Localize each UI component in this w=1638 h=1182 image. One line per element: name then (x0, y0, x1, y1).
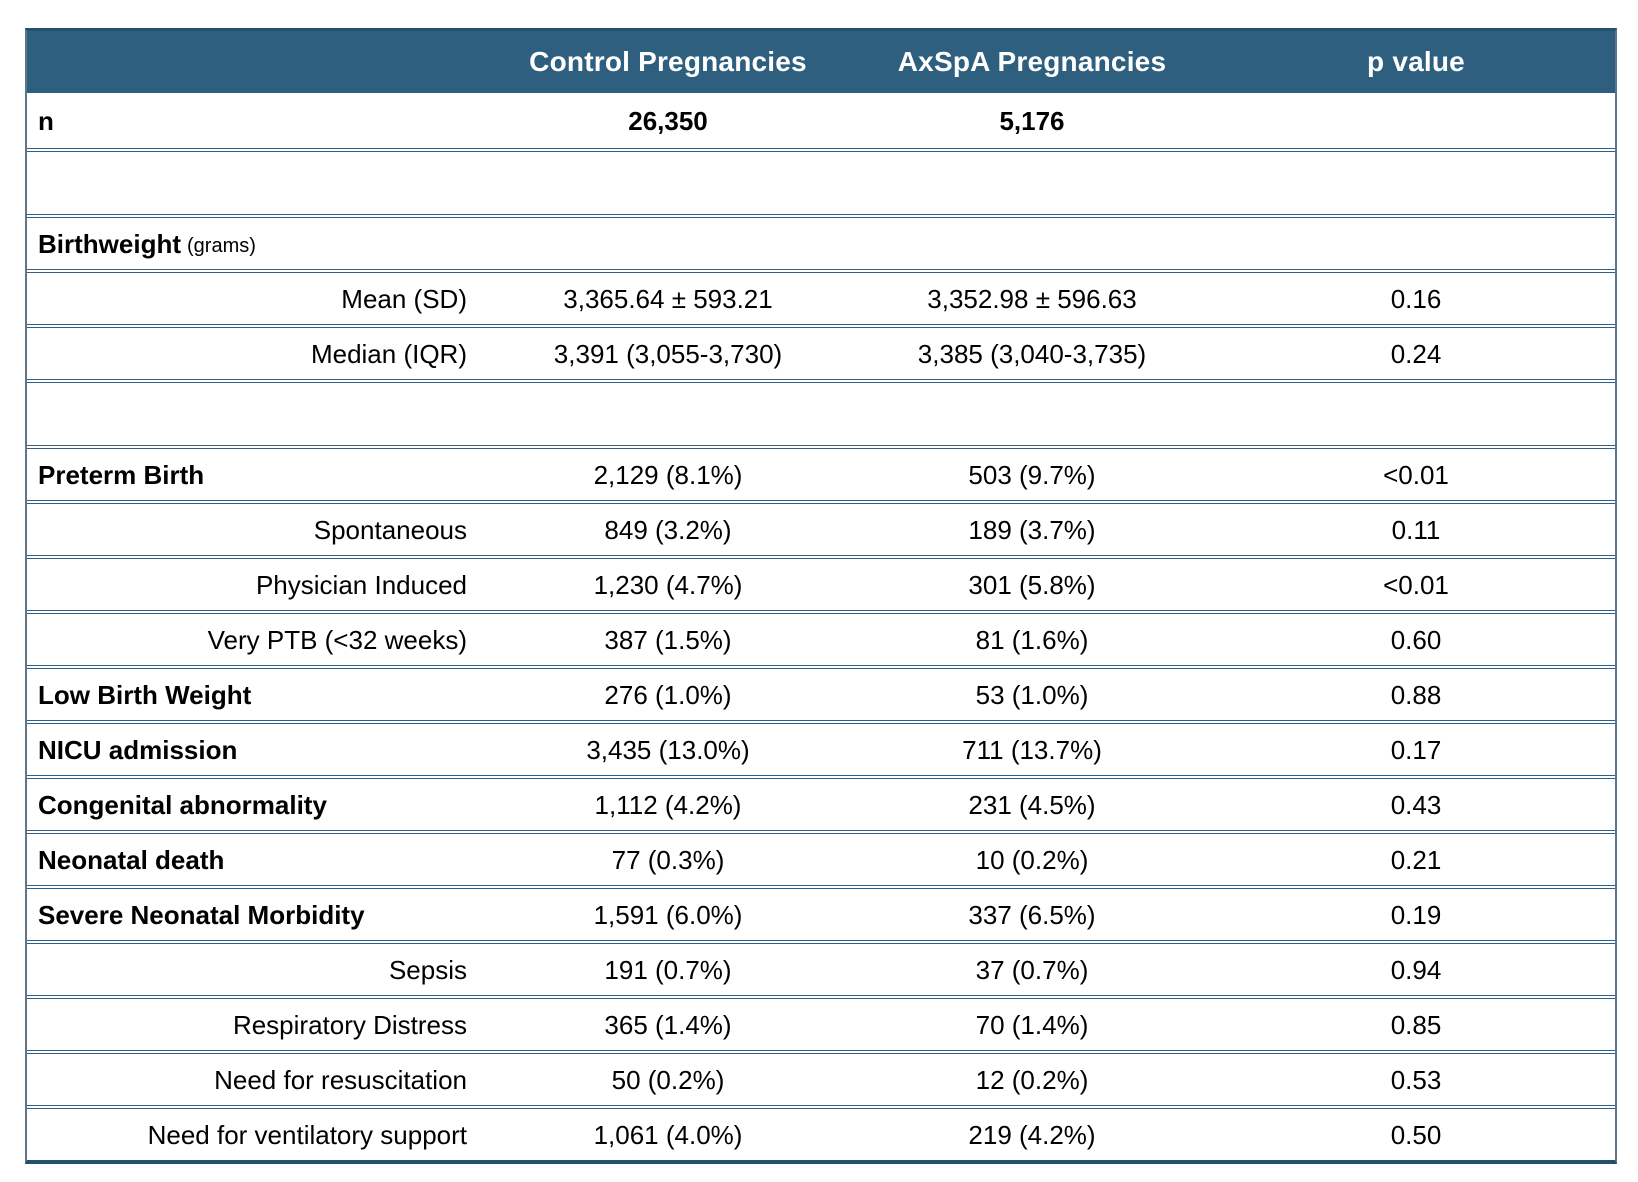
row-label-text: Need for ventilatory support (147, 1119, 467, 1150)
table-row (27, 324, 1615, 379)
p-value (1217, 93, 1615, 148)
p-value: 0.19 (1390, 899, 1442, 930)
axspa-value: 189 (3.7%) (968, 514, 1096, 545)
table-row (27, 940, 1615, 995)
p-value: 0.60 (1390, 624, 1442, 655)
table-row (27, 885, 1615, 940)
axspa-value: 219 (4.2%) (968, 1119, 1096, 1150)
table-row (27, 500, 1615, 555)
p-value: 0.17 (1390, 734, 1442, 765)
table-row (27, 995, 1615, 1050)
control-value: 2,129 (8.1%) (593, 459, 743, 490)
axspa-value: 53 (1.0%) (975, 679, 1089, 710)
table-row (27, 775, 1615, 830)
p-value: <0.01 (1383, 459, 1449, 490)
table-row (27, 93, 1615, 148)
row-label-text: Median (IQR) (310, 338, 467, 369)
axspa-value: 3,352.98 ± 596.63 (927, 283, 1137, 314)
p-value: 0.24 (1390, 338, 1442, 369)
row-label-text: NICU admission (38, 734, 238, 765)
axspa-value: 81 (1.6%) (975, 624, 1089, 655)
control-value: 1,112 (4.2%) (594, 789, 742, 820)
axspa-value: 37 (0.7%) (975, 954, 1089, 985)
row-label (27, 1109, 489, 1160)
p-value: 0.85 (1390, 1009, 1442, 1040)
table-row (27, 555, 1615, 610)
row-label-text: Severe Neonatal Morbidity (38, 899, 365, 930)
row-label (27, 779, 489, 830)
control-value: 365 (1.4%) (604, 1009, 732, 1040)
p-value: 0.88 (1390, 679, 1442, 710)
row-label (27, 724, 489, 775)
spacer-row (27, 148, 1615, 214)
table-row (27, 269, 1615, 324)
control-value: 1,591 (6.0%) (593, 899, 743, 930)
p-value: 0.21 (1390, 844, 1442, 875)
table-row (27, 665, 1615, 720)
p-value: 0.50 (1390, 1119, 1442, 1150)
axspa-value: 70 (1.4%) (975, 1009, 1089, 1040)
p-value: 0.94 (1390, 954, 1442, 985)
table-row (27, 720, 1615, 775)
control-value: 50 (0.2%) (611, 1064, 725, 1095)
row-label-text: Birthweight (38, 228, 181, 259)
control-value: 3,435 (13.0%) (586, 734, 750, 765)
row-label (27, 944, 489, 995)
p-value (1217, 218, 1615, 269)
control-value: 387 (1.5%) (604, 624, 732, 655)
row-label-text: Sepsis (388, 954, 467, 985)
header-control-pregnancies: Control Pregnancies (529, 46, 807, 77)
control-value: 1,061 (4.0%) (593, 1119, 743, 1150)
control-value: 191 (0.7%) (604, 954, 732, 985)
control-value: 3,391 (3,055-3,730) (553, 338, 783, 369)
row-label (27, 449, 489, 500)
table-header-row (27, 31, 1615, 93)
row-label (27, 999, 489, 1050)
row-label-text: Neonatal death (38, 844, 225, 875)
table-row (27, 610, 1615, 665)
row-label-text: n (38, 105, 54, 136)
row-label (27, 504, 489, 555)
control-value: 77 (0.3%) (611, 844, 725, 875)
table-row (27, 214, 1615, 269)
row-label-text: Respiratory Distress (232, 1009, 467, 1040)
row-label (27, 834, 489, 885)
axspa-value: 503 (9.7%) (968, 459, 1096, 490)
row-label-text: Need for resuscitation (214, 1064, 467, 1095)
row-label-text: Low Birth Weight (38, 679, 252, 710)
p-value: 0.53 (1390, 1064, 1442, 1095)
axspa-value: 5,176 (999, 105, 1065, 136)
table-row (27, 830, 1615, 885)
row-label-text: Very PTB (<32 weeks) (207, 624, 467, 655)
axspa-value: 3,385 (3,040-3,735) (917, 338, 1147, 369)
table-body (27, 93, 1615, 1160)
row-label-text: Preterm Birth (38, 459, 205, 490)
axspa-value (847, 218, 1217, 269)
row-label-text: Spontaneous (313, 514, 467, 545)
row-label (27, 273, 489, 324)
control-value (489, 218, 847, 269)
row-label-suffix: (grams) (187, 234, 256, 257)
control-value: 849 (3.2%) (604, 514, 732, 545)
axspa-value: 337 (6.5%) (968, 899, 1096, 930)
control-value: 26,350 (628, 105, 708, 136)
p-value: 0.43 (1390, 789, 1442, 820)
row-label-text: Mean (SD) (341, 283, 467, 314)
control-value: 1,230 (4.7%) (593, 569, 743, 600)
p-value: 0.11 (1391, 514, 1441, 545)
control-value: 276 (1.0%) (604, 679, 732, 710)
row-label (27, 669, 489, 720)
axspa-value: 231 (4.5%) (968, 789, 1096, 820)
axspa-value: 12 (0.2%) (975, 1064, 1089, 1095)
row-label (27, 328, 489, 379)
row-label (27, 1054, 489, 1105)
p-value: <0.01 (1383, 569, 1449, 600)
table-row (27, 1050, 1615, 1105)
row-label (27, 218, 489, 269)
header-axspa-pregnancies: AxSpA Pregnancies (897, 46, 1167, 77)
row-label-text: Physician Induced (255, 569, 467, 600)
header-p-value: p value (1367, 46, 1465, 77)
p-value: 0.16 (1390, 283, 1442, 314)
row-label-text: Congenital abnormality (38, 789, 327, 820)
axspa-value: 711 (13.7%) (962, 734, 1102, 765)
spacer-row (27, 379, 1615, 445)
control-value: 3,365.64 ± 593.21 (563, 283, 773, 314)
outcomes-table (25, 28, 1617, 1164)
row-label (27, 93, 489, 148)
axspa-value: 10 (0.2%) (975, 844, 1089, 875)
header-row-label-cell (27, 31, 489, 93)
row-label (27, 614, 489, 665)
row-label (27, 889, 489, 940)
row-label (27, 559, 489, 610)
axspa-value: 301 (5.8%) (968, 569, 1096, 600)
table-row (27, 1105, 1615, 1160)
table-row (27, 445, 1615, 500)
